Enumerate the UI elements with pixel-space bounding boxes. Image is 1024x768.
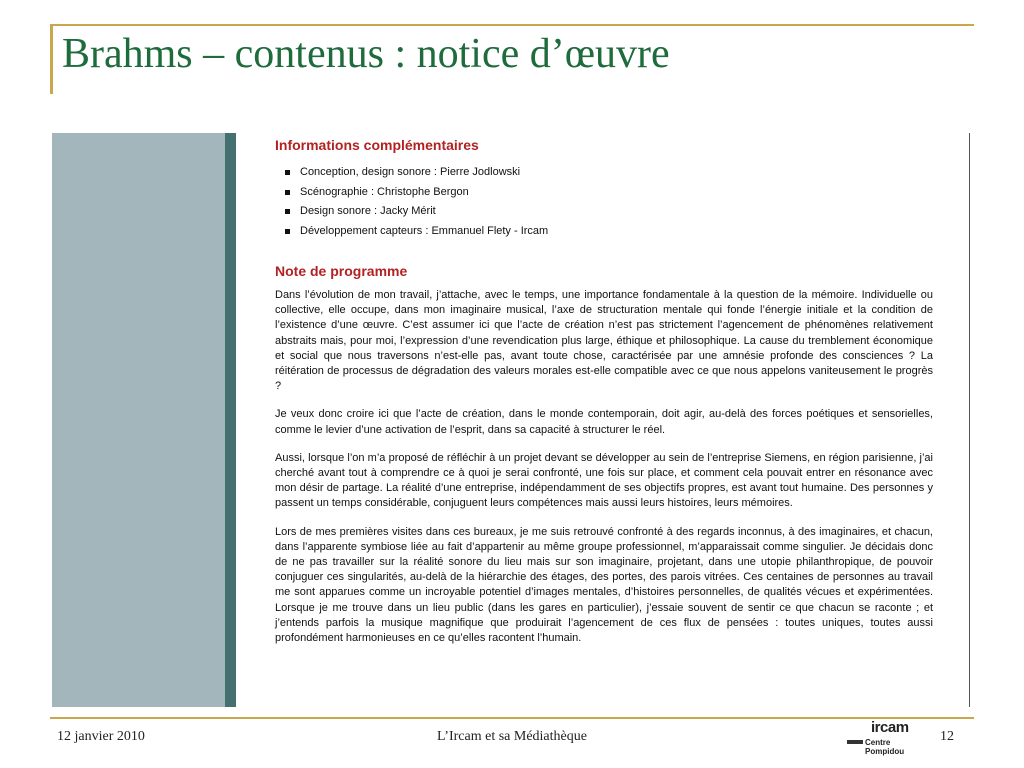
footer-date: 12 janvier 2010 — [57, 729, 145, 744]
program-paragraph: Aussi, lorsque l’on m’a proposé de réfléchir à un projet devant se développer au sein de l’entreprise Siemens, en région parisienne, j’ai cherché avant tout à comprendre ce à quoi je serai confronté, une fois sur place, et comment cela pouvait entrer en résonance avec mon désir de partage. La réalité d’une entreprise, indépendamment de ses objectifs propres, est avant tout humaine. Des personnes y passent un temps considérable, conjuguent leurs compétences mais aussi leurs histoires, leurs mémoires. — [275, 451, 933, 510]
logo-main-text: ircam — [871, 719, 909, 736]
bottom-rule — [50, 717, 974, 719]
left-stripe — [225, 133, 236, 707]
ircam-logo — [845, 719, 907, 759]
info-section-title: Informations complémentaires — [275, 137, 479, 153]
logo-bar — [847, 740, 863, 744]
left-panel — [52, 133, 225, 707]
info-item: Design sonore : Jacky Mérit — [285, 202, 933, 222]
program-paragraph: Dans l’évolution de mon travail, j’attache, avec le temps, une importance fondamentale à la question de la mémoire. Individuelle ou collective, elle occupe, dans mon imaginaire musical, l’axe de structuration mentale qui fonde l’énergie initiale et la condition de l’existence d’une œuvre. C’est assumer ici que l’acte de création n’est pas strictement l’agencement de phénomènes relativement abstraits mais, pour moi, l’expression d’une revendication plus large, éthique et philosophique. La cause du tremblement économique et social que nous traversons n’est-elle pas, avant toute chose, caractérisée par une amnésie profonde des consciences ? La réitération de processus de dégradation des valeurs morales est-elle compatible avec ce que nous appelons vaniteusement le progrès ? — [275, 289, 933, 393]
info-item: Conception, design sonore : Pierre Jodlowski — [285, 163, 933, 183]
page-screenshot — [52, 133, 970, 707]
program-paragraph: Je veux donc croire ici que l’acte de création, dans le monde contemporain, doit agir, au-delà des forces poétiques et sensorielles, comme le levier d’une activation de l’esprit, dans sa capacité à structurer le réel. — [275, 408, 933, 436]
title-accent-bar — [50, 24, 53, 94]
slide-title: Brahms – contenus : notice d’œuvre — [62, 31, 670, 77]
info-item: Scénographie : Christophe Bergon — [285, 183, 933, 203]
logo-line-2: Pompidou — [865, 747, 905, 756]
info-list — [275, 163, 933, 241]
program-section-title: Note de programme — [275, 263, 408, 279]
program-paragraph: Lors de mes premières visites dans ces bureaux, je me suis retrouvé confronté à des regards inconnus, à des imaginaires, et chacun, dans l’apparente symbiose liée au fait d’appartenir au même groupe professionnel, m’apparaissait comme singulier. Je décidais donc de ne pas travailler sur la réalité sonore du lieu mais sur son imaginaire, projetant, dans une utopie philanthropique, de pouvoir conjuguer ces singularités, au-delà de la hiérarchie des étages, des portes, des parois vitrées. Ces centaines de personnes au travail me sont apparues comme un incroyable potentiel d’images mentales, d’histoires personnelles, de qualités vécues et expérimentées. Lorsque je me trouve dans un lieu public (dans les gares en particulier), j’essaie souvent de sentir ce que chacun se raconte ; et j’entends parfois la musique magnifique que produirait l’agencement de ces flux de pensées : toutes uniques, toutes aussi profondément harmonieuses en ce qu’elles racontent l’humain. — [275, 525, 933, 645]
footer-title: L’Ircam et sa Médiathèque — [437, 729, 587, 744]
top-rule — [50, 24, 974, 26]
info-item: Développement capteurs : Emmanuel Flety - Ircam — [285, 222, 933, 242]
right-border — [969, 133, 970, 707]
notice-content — [275, 133, 933, 659]
page-number: 12 — [940, 729, 954, 744]
logo-line-1: Centre — [865, 738, 891, 747]
